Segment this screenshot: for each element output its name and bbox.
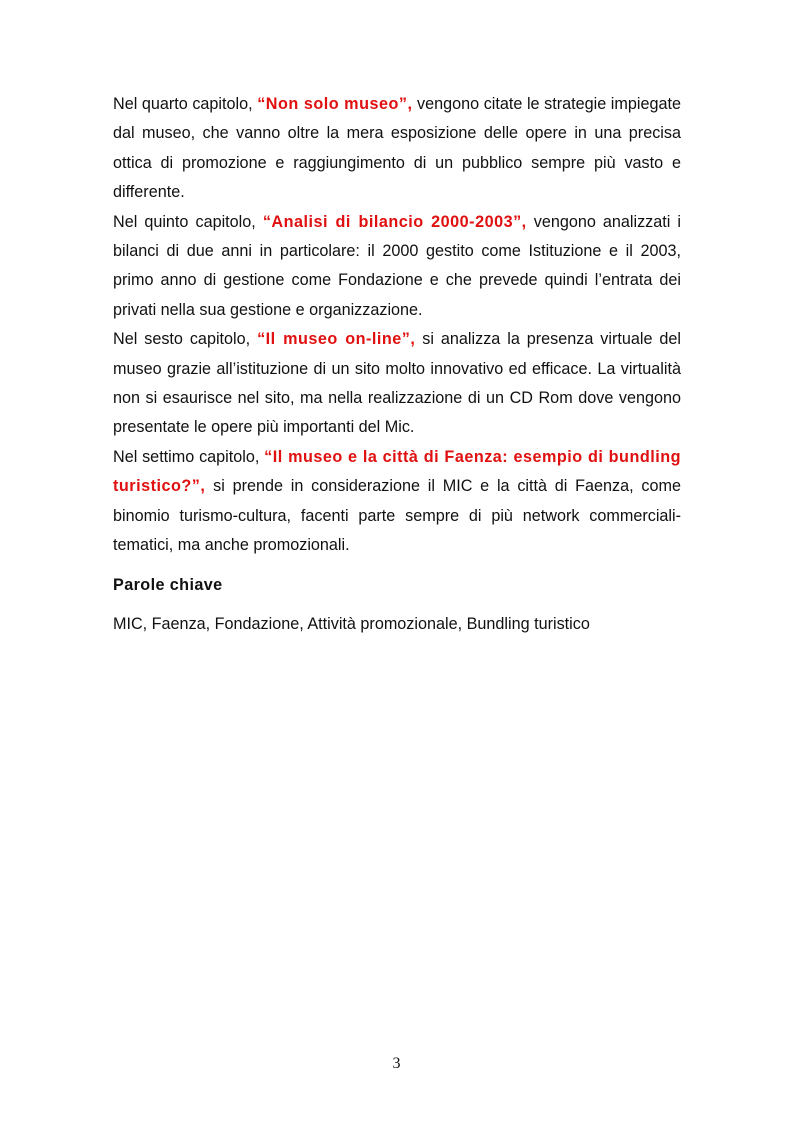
paragraph-text: si analizza la presenza virtuale del museo grazie all’istituzione di un sito molto innovativo ed efficace. La virtualità non si esaurisce nel sito, ma nella realizzazione di un CD Rom dove vengono presentate le opere più importanti del Mic.	[113, 330, 682, 437]
chapter-title: “Analisi di bilancio 2000-2003”,	[262, 212, 527, 231]
paragraph-text: vengono citate le strategie impiegate dal museo, che vanno oltre la mera esposizione delle opere in una precisa ottica di promozione e raggiungimento di un pubblico sempre più vasto e differente.	[113, 95, 681, 202]
paragraph-chapter-4	[113, 90, 681, 208]
paragraph-intro: Nel quarto capitolo,	[113, 95, 258, 113]
document-body	[113, 90, 681, 639]
paragraph-intro: Nel sesto capitolo,	[113, 330, 258, 349]
paragraph-text: si prende in considerazione il MIC e la città di Faenza, come binomio turismo-cultura, facenti parte sempre di più network commerciali-tematici, ma anche promozionali.	[113, 477, 681, 555]
paragraph-intro: Nel quinto capitolo,	[113, 212, 263, 231]
paragraph-text: vengono analizzati i bilanci di due anni in particolare: il 2000 gestito come Istituzione e il 2003, primo anno di gestione come Fondazione e che prevede quindi l’entrata dei privati nella sua gestione e organizzazione.	[113, 212, 682, 319]
paragraph-intro: Nel settimo capitolo,	[113, 447, 265, 466]
page-number: 3	[392, 1055, 401, 1072]
paragraph-chapter-6	[113, 325, 681, 443]
keywords-heading: Parole chiave	[113, 575, 223, 594]
chapter-title: “Non solo museo”,	[257, 95, 413, 113]
chapter-title: “Il museo e la città di Faenza: esempio di bundling turistico?”,	[113, 447, 681, 496]
chapter-title: “Il museo on-line”,	[257, 330, 416, 349]
paragraph-chapter-5	[113, 208, 681, 326]
keywords-list: MIC, Faenza, Fondazione, Attività promozionale, Bundling turistico	[113, 614, 590, 633]
paragraph-chapter-7	[113, 443, 681, 561]
